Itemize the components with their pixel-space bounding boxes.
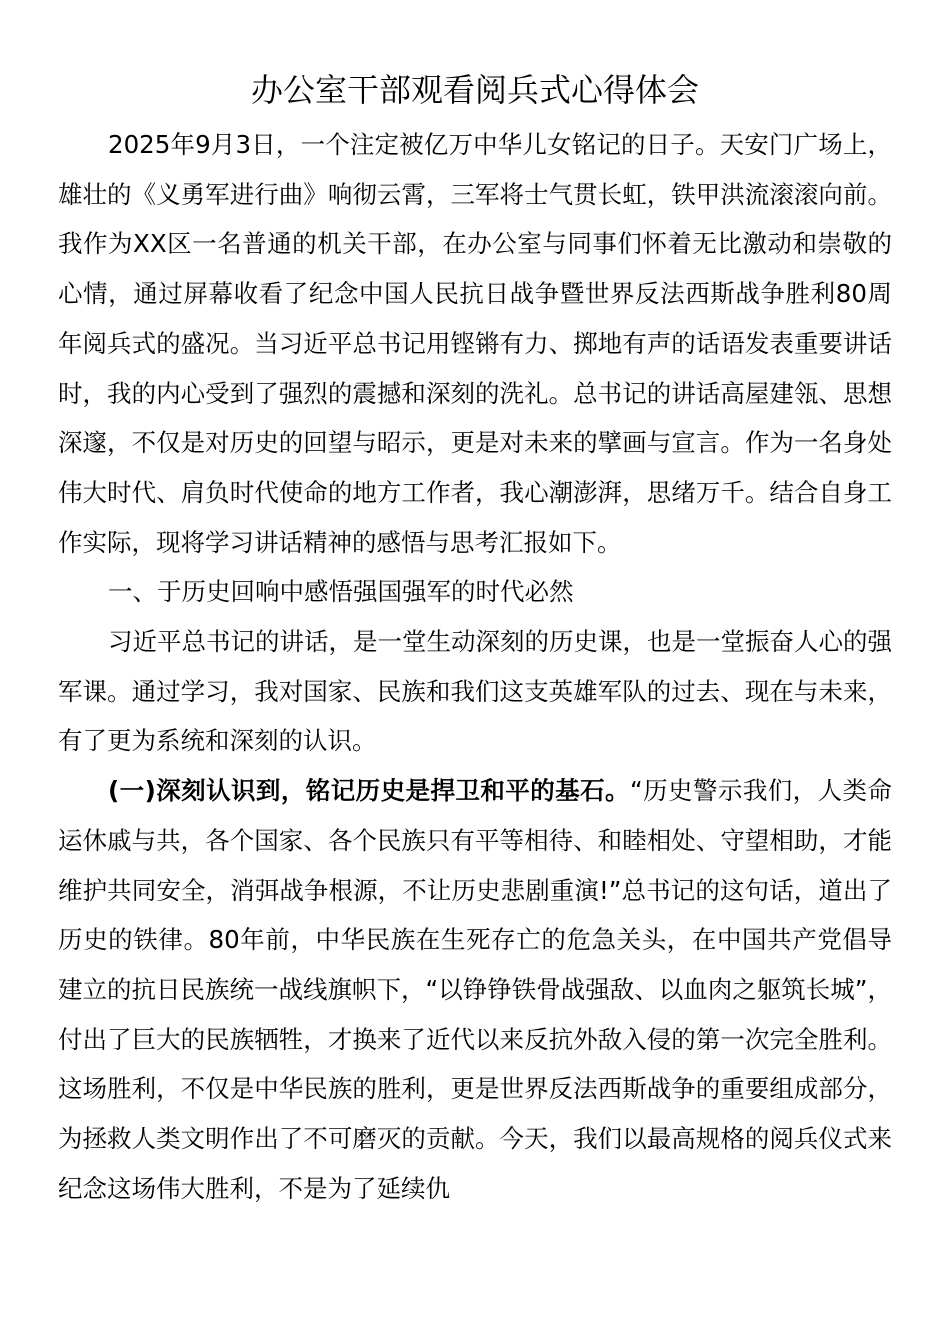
point-1-lead: (一)深刻认识到，铭记历史是捍卫和平的基石。 [108,776,630,806]
section-1-intro-paragraph: 习近平总书记的讲话，是一堂生动深刻的历史课，也是一堂振奋人心的强军课。通过学习，我对国家、民族和我们这支英雄军队的过去、现在与未来，有了更为系统和深刻的认识。 [58,627,892,756]
document-title: 办公室干部观看阅兵式心得体会 [250,71,699,109]
section-heading-1: 一、于历史回响中感悟强国强军的时代必然 [108,577,574,607]
intro-paragraph: 2025年9月3日，一个注定被亿万中华儿女铭记的日子。天安门广场上，雄壮的《义勇军进行曲》响彻云霄，三军将士气贯长虹，铁甲洪流滚滚向前。我作为XX区一名普通的机关干部，在办公室与同事们怀着无比激动和崇敬的心情，通过屏幕收看了纪念中国人民抗日战争暨世界反法西斯战争胜利80周年阅兵式的盛况。当习近平总书记用铿锵有力、掷地有声的话语发表重要讲话时，我的内心受到了强烈的震撼和深刻的洗礼。总书记的讲话高屋建瓴、思想深邃，不仅是对历史的回望与昭示，更是对未来的擘画与宣言。作为一名身处伟大时代、肩负时代使命的地方工作者，我心潮澎湃，思绪万千。结合自身工作实际，现将学习讲话精神的感悟与思考汇报如下。 [58,130,892,557]
point-1-paragraph [58,766,892,1213]
point-1-text: “历史警示我们，人类命运休戚与共，各个国家、各个民族只有平等相待、和睦相处、守望相助，才能维护共同安全，消弭战争根源，不让历史悲剧重演!”总书记的这句话，道出了历史的铁律。80年前，中华民族在生死存亡的危急关头，在中国共产党倡导建立的抗日民族统一战线旗帜下，“以铮铮铁骨战强敌、以血肉之躯筑长城”，付出了巨大的民族牺牲，才换来了近代以来反抗外敌入侵的第一次完全胜利。这场胜利，不仅是中华民族的胜利，更是世界反法西斯战争的重要组成部分，为拯救人类文明作出了不可磨灭的贡献。今天，我们以最高规格的阅兵仪式来纪念这场伟大胜利，不是为了延续仇 [58,776,892,1203]
document-body [58,120,892,1213]
